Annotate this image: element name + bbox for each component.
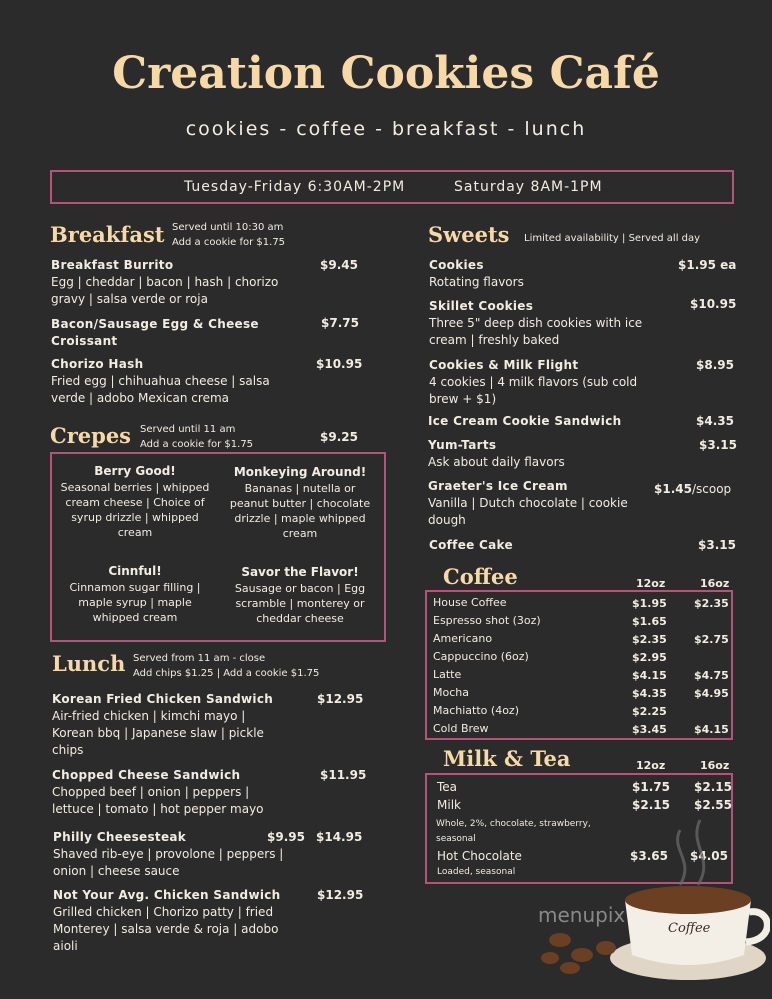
cup-label: Coffee	[668, 921, 711, 936]
crepes-note: Served until 11 am Add a cookie for $1.75	[140, 424, 254, 450]
menu-item-name: Bacon/Sausage Egg & Cheese Croissant	[51, 317, 259, 348]
page-subtitle: cookies - coffee - breakfast - lunch	[185, 118, 587, 140]
menu-item-desc: Three 5" deep dish cookies with ice cream | freshly baked	[429, 316, 643, 347]
drink-price-16: $4.75	[694, 669, 729, 682]
drink-name: Tea	[437, 780, 458, 794]
menu-item-desc: Fried egg | chihuahua cheese | salsa verde | adobo Mexican crema	[51, 374, 270, 405]
drink-price-16: $2.55	[694, 798, 732, 812]
drink-price-16: $2.35	[694, 597, 729, 610]
breakfast-note: Served until 10:30 am Add a cookie for $1.75	[172, 222, 286, 248]
watermark: menupix	[538, 903, 626, 927]
menu-item-name: Graeter's Ice Cream	[428, 479, 568, 493]
menu-item-desc: Air-fried chicken | kimchi mayo | Korean bbq | Japanese slaw | pickle chips	[52, 709, 264, 757]
menu-item-name: Korean Fried Chicken Sandwich	[52, 692, 274, 706]
col-header-16oz: 16oz	[700, 577, 730, 590]
lunch-note: Served from 11 am - close Add chips $1.25 | Add a cookie $1.75	[133, 653, 320, 679]
lunch-heading: Lunch	[52, 651, 126, 676]
drink-name: Cappuccino (6oz)	[433, 650, 529, 663]
drink-price-12: $2.35	[632, 633, 667, 646]
crepe-item: Savor the Flavor! Sausage or bacon | Egg scramble | monterey or cheddar cheese	[234, 565, 366, 625]
sweets-heading: Sweets	[428, 222, 510, 247]
drink-price-12: $2.95	[632, 651, 667, 664]
menu-item-price: $8.95	[696, 358, 734, 372]
menu-item-name: Breakfast Burrito	[51, 258, 174, 272]
drink-options: Loaded, seasonal	[437, 867, 516, 877]
cup-handle-icon	[746, 912, 767, 942]
crepe-item: Berry Good! Seasonal berries | whipped cream cheese | Choice of syrup drizzle | whipped cream	[60, 464, 210, 539]
page-title: Creation Cookies Café	[112, 48, 660, 99]
menu-item-price: $9.45	[320, 258, 358, 272]
menu-item-price-small: $9.95	[267, 830, 305, 844]
coffee-heading: Coffee	[443, 564, 518, 589]
menu-item-name: Chorizo Hash	[51, 357, 144, 371]
crepes-heading: Crepes	[50, 423, 132, 448]
drink-price-12: $2.25	[632, 705, 667, 718]
hours-saturday: Saturday 8AM-1PM	[454, 179, 603, 195]
drink-price-12: $4.15	[632, 669, 667, 682]
menu-item-name: Philly Cheesesteak	[53, 830, 187, 844]
crepes-price: $9.25	[320, 430, 358, 444]
menu-item-price: $3.15	[699, 438, 737, 452]
sweets-note: Limited availability | Served all day	[524, 233, 701, 244]
milktea-heading: Milk & Tea	[443, 746, 571, 771]
drink-price-16: $2.15	[694, 780, 732, 794]
menu-item-name: Cookies	[429, 258, 484, 272]
crepe-item: Monkeying Around! Bananas | nutella or peanut butter | chocolate drizzle | maple whipped cream	[229, 465, 371, 540]
hours-weekday: Tuesday-Friday 6:30AM-2PM	[184, 179, 406, 195]
drink-name: Americano	[433, 632, 493, 645]
menu-item-desc: Chopped beef | onion | peppers | lettuce | tomato | hot pepper mayo	[52, 785, 264, 816]
drink-price-12: $3.65	[630, 849, 668, 863]
menu-item-name: Skillet Cookies	[429, 299, 534, 313]
menu-item-price: $12.95	[317, 888, 364, 902]
drink-price-12: $1.75	[632, 780, 670, 794]
coffee-beans-icon	[541, 933, 616, 974]
menu-item-price: $7.75	[321, 316, 359, 330]
menu-item-price: $14.95	[316, 830, 363, 844]
drink-price-12: $1.95	[632, 597, 667, 610]
menu-item-desc: Shaved rib-eye | provolone | peppers | onion | cheese sauce	[53, 847, 284, 878]
drink-name: Cold Brew	[433, 722, 489, 735]
crepe-item: Cinnful! Cinnamon sugar filling | maple syrup | maple whipped cream	[69, 564, 201, 624]
coffee-surface-icon	[625, 886, 751, 914]
menu-item-price: $3.15	[698, 538, 736, 552]
col-header-12oz: 12oz	[636, 577, 666, 590]
menu-item-price: $10.95	[316, 357, 363, 371]
drink-options: Whole, 2%, chocolate, strawberry, seasonal	[436, 819, 591, 844]
drink-price-16: $4.95	[694, 687, 729, 700]
hours-box	[50, 170, 734, 204]
menu-item-price: $1.95 ea	[678, 258, 737, 272]
menu-item-desc: Ask about daily flavors	[428, 455, 565, 469]
drink-price-12: $1.65	[632, 615, 667, 628]
steam-icon	[678, 820, 704, 885]
drink-name: Espresso shot (3oz)	[433, 614, 541, 627]
coffee-cup-illustration	[520, 790, 770, 995]
drink-name: Mocha	[433, 686, 469, 699]
drink-price-16: $4.05	[690, 849, 728, 863]
menu-item-price: $1.45/scoop	[654, 482, 732, 496]
drink-name: Hot Chocolate	[437, 849, 522, 863]
drink-name: Latte	[433, 668, 462, 681]
menu-item-desc: Rotating flavors	[429, 275, 524, 289]
crepes-box	[50, 452, 386, 642]
menu-item-price: $4.35	[696, 414, 734, 428]
col-header-16oz: 16oz	[700, 759, 730, 772]
breakfast-heading: Breakfast	[50, 222, 165, 247]
coffee-box	[425, 590, 733, 740]
menu-item-price: $10.95	[690, 297, 737, 311]
menu-item-desc: Egg | cheddar | bacon | hash | chorizo gravy | salsa verde or roja	[51, 275, 279, 306]
drink-price-12: $4.35	[632, 687, 667, 700]
menu-item-desc: 4 cookies | 4 milk flavors (sub cold brew + $1)	[429, 375, 638, 406]
menu-item-name: Ice Cream Cookie Sandwich	[428, 414, 622, 428]
menu-item-price: $12.95	[317, 692, 364, 706]
drink-price-12: $2.15	[632, 798, 670, 812]
menu-item-name: Chopped Cheese Sandwich	[52, 768, 241, 782]
drink-price-16: $2.75	[694, 633, 729, 646]
menu-item-name: Cookies & Milk Flight	[429, 358, 579, 372]
menu-item-name: Yum-Tarts	[428, 438, 497, 452]
drink-name: House Coffee	[433, 596, 507, 609]
menu-item-desc: Vanilla | Dutch chocolate | cookie dough	[428, 496, 628, 527]
menu-item-name: Not Your Avg. Chicken Sandwich	[53, 888, 281, 902]
drink-name: Milk	[437, 798, 461, 812]
menu-item-name: Coffee Cake	[429, 538, 513, 552]
drink-name: Machiatto (4oz)	[433, 704, 519, 717]
menu-item-desc: Grilled chicken | Chorizo patty | fried Monterey | salsa verde & roja | adobo aioli	[53, 905, 279, 953]
drink-price-12: $3.45	[632, 723, 667, 736]
drink-price-16: $4.15	[694, 723, 729, 736]
menu-item-price: $11.95	[320, 768, 367, 782]
col-header-12oz: 12oz	[636, 759, 666, 772]
